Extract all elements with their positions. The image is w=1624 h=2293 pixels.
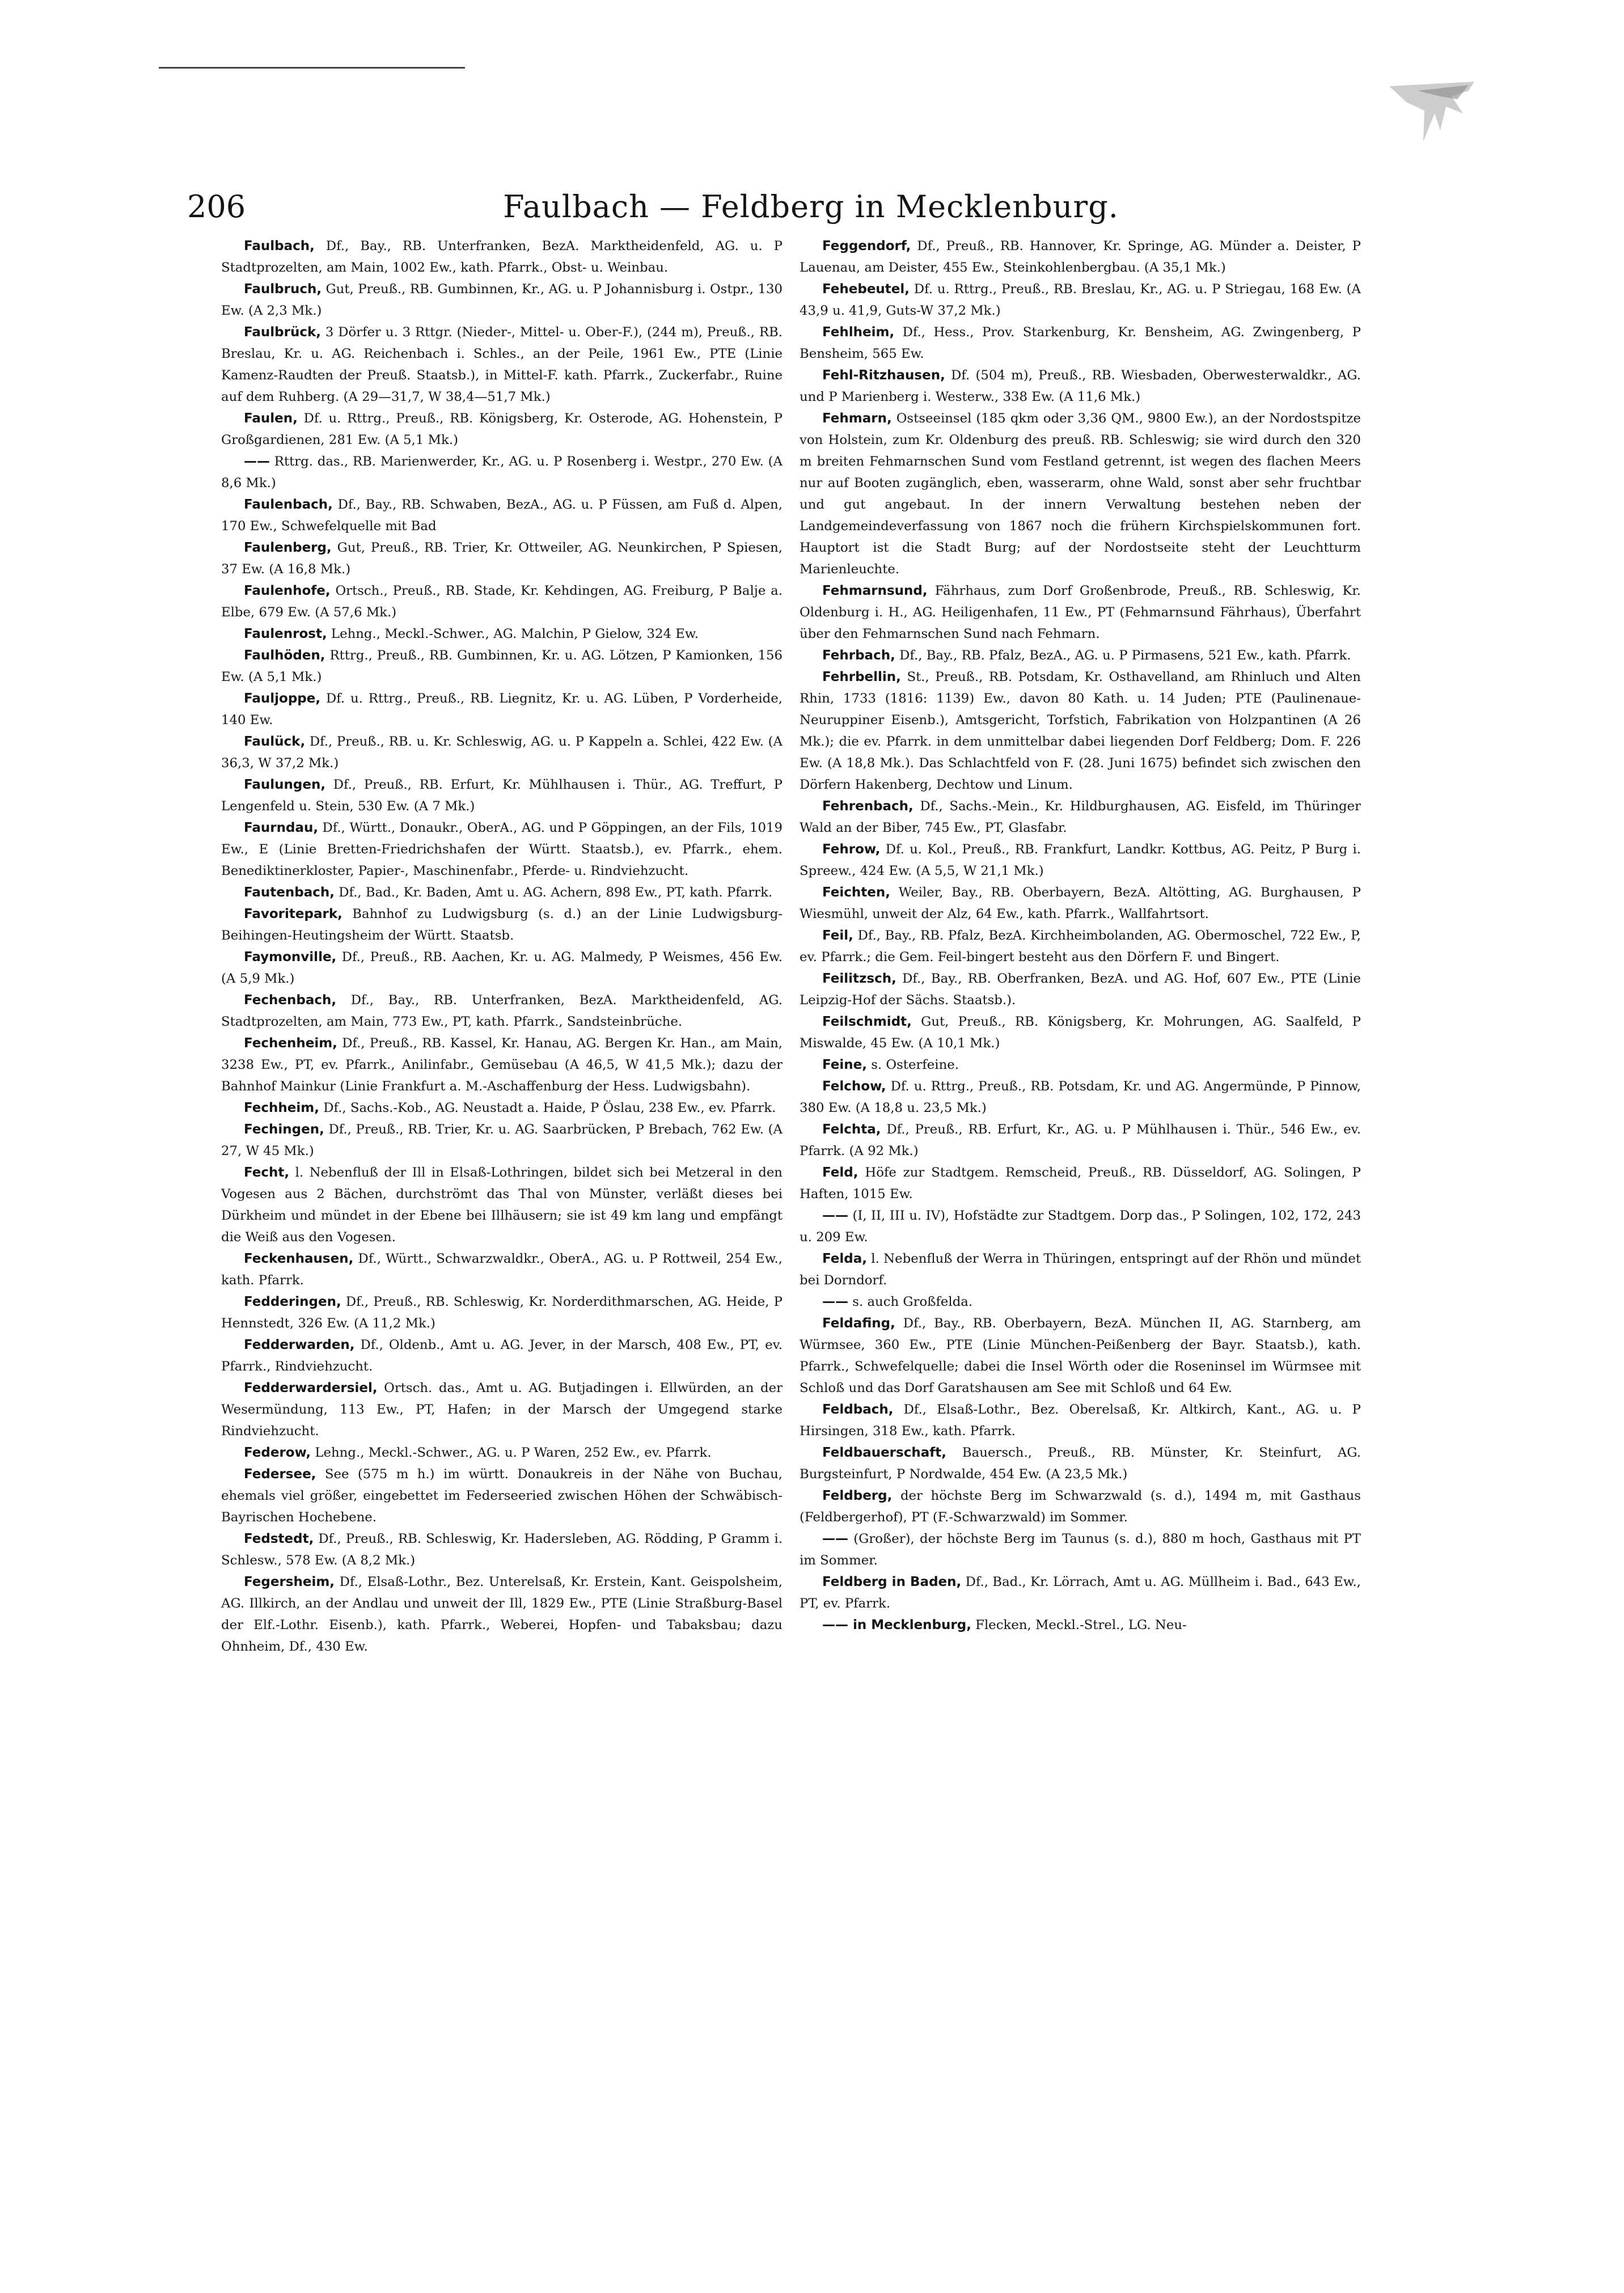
entry-text: Ortsch., Preuß., RB. Stade, Kr. Kehdingen, AG. Freiburg, P Balje a. Elbe, 679 Ew. (A 57,6 Mk.) <box>221 583 783 620</box>
entry-headword: Feilitzsch, <box>822 971 896 986</box>
dictionary-entry <box>800 666 1361 796</box>
entry-headword: —— <box>822 1532 848 1546</box>
entry-headword: Feilschmidt, <box>822 1014 912 1029</box>
entry-headword: Fedderwarden, <box>244 1338 355 1352</box>
entry-text: Df., Preuß., RB. Schleswig, Kr. Hadersleben, AG. Rödding, P Gramm i. Schlesw., 578 Ew. (A 8,2 Mk.) <box>221 1532 783 1568</box>
entry-text: Df., Württ., Schwarzwaldkr., OberA., AG. u. P Rottweil, 254 Ew., kath. Pfarrk. <box>221 1251 783 1288</box>
dictionary-entry <box>800 839 1361 882</box>
entry-headword: Faulbrück, <box>244 325 321 340</box>
left-column <box>221 235 783 2186</box>
entry-headword: Fehebeutel, <box>822 282 910 297</box>
dictionary-entry <box>800 1485 1361 1528</box>
entry-headword: Felchow, <box>822 1079 886 1094</box>
entry-headword: Feil, <box>822 928 853 943</box>
entry-text: Höfe zur Stadtgem. Remscheid, Preuß., RB. Düsseldorf, AG. Solingen, P Haften, 1015 Ew. <box>800 1165 1361 1202</box>
entry-text: Flecken, Meckl.-Strel., LG. Neu- <box>971 1618 1187 1632</box>
entry-text: Df., Elsaß-Lothr., Bez. Unterelsaß, Kr. Erstein, Kant. Geispolsheim, AG. Illkirch, an der Andlau und unweit der Ill, 1829 Ew., PTE (Linie Straßburg-Basel der Elf.-Lothr. Eisenb.), kath. Pfarrk., Weberei, Hopfen- und Tabaksbau; dazu Ohnheim, Df., 430 Ew. <box>221 1575 783 1654</box>
dictionary-entry <box>221 1463 783 1528</box>
dictionary-entry <box>800 1248 1361 1291</box>
entry-text: Df., Preuß., RB. u. Kr. Schleswig, AG. u. P Kappeln a. Schlei, 422 Ew. (A 36,3, W 37,2 Mk.) <box>221 734 783 771</box>
dictionary-entry <box>221 451 783 494</box>
entry-text: Lehng., Meckl.-Schwer., AG. u. P Waren, 252 Ew., ev. Pfarrk. <box>311 1445 712 1460</box>
entry-headword: Fedderingen, <box>244 1294 341 1309</box>
entry-text: Df., Bad., Kr. Baden, Amt u. AG. Achern, 898 Ew., PT, kath. Pfarrk. <box>334 885 773 900</box>
entry-headword: Feldberg in Baden, <box>822 1575 962 1589</box>
right-column <box>800 235 1361 2186</box>
entry-headword: Fehrenbach, <box>822 799 914 814</box>
dictionary-entry <box>221 774 783 817</box>
entry-headword: Fechheim, <box>244 1101 319 1115</box>
entry-text: Weiler, Bay., RB. Oberbayern, BezA. Altötting, AG. Burghausen, P Wiesmühl, unweit der Alz, 64 Ew., kath. Pfarrk., Wallfahrtsort. <box>800 885 1361 921</box>
dictionary-entry <box>800 925 1361 968</box>
entry-headword: Fehmarn, <box>822 411 892 426</box>
entry-text: l. Nebenfluß der Werra in Thüringen, entspringt auf der Rhön und mündet bei Dorndorf. <box>800 1251 1361 1288</box>
entry-headword: Fedderwardersiel, <box>244 1381 378 1395</box>
dictionary-entry <box>221 1033 783 1097</box>
entry-headword: Fehrbellin, <box>822 670 901 684</box>
entry-headword: —— <box>822 1208 848 1223</box>
entry-text: Df., Sachs.-Mein., Kr. Hildburghausen, AG. Eisfeld, im Thüringer Wald an der Biber, 745 Ew., PT, Glasfabr. <box>800 799 1361 835</box>
dictionary-entry <box>800 580 1361 645</box>
dictionary-entry <box>221 1162 783 1248</box>
entry-text: Df. (504 m), Preuß., RB. Wiesbaden, Oberwesterwaldkr., AG. und P Marienberg i. Westerw., 338 Ew. (A 11,6 Mk.) <box>800 368 1361 404</box>
entry-headword: Federow, <box>244 1445 311 1460</box>
entry-headword: Faulhöden, <box>244 648 325 663</box>
running-title: Faulbach — Feldberg in Mecklenburg. <box>503 189 1119 225</box>
dictionary-entry <box>221 903 783 946</box>
entry-headword: Fehrbach, <box>822 648 895 663</box>
entry-headword: Fehrow, <box>822 842 881 857</box>
entry-headword: Fauljoppe, <box>244 691 321 706</box>
entry-text: Gut, Preuß., RB. Königsberg, Kr. Mohrungen, AG. Saalfeld, P Miswalde, 45 Ew. (A 10,1 Mk.) <box>800 1014 1361 1051</box>
entry-text: Df. u. Rttrg., Preuß., RB. Potsdam, Kr. und AG. Angermünde, P Pinnow, 380 Ew. (A 18,8 u. 23,5 Mk.) <box>800 1079 1361 1115</box>
dictionary-entry <box>221 645 783 688</box>
dictionary-entry <box>800 1119 1361 1162</box>
entry-text: Df., Bay., RB. Unterfranken, BezA. Marktheidenfeld, AG. Stadtprozelten, am Main, 773 Ew., PT, kath. Pfarrk., Sandsteinbrüche. <box>221 993 783 1029</box>
dictionary-entry <box>221 1377 783 1442</box>
entry-headword: Favoritepark, <box>244 907 342 921</box>
entry-text: Rttrg., Preuß., RB. Gumbinnen, Kr. u. AG. Lötzen, P Kamionken, 156 Ew. (A 5,1 Mk.) <box>221 648 783 684</box>
entry-text: Gut, Preuß., RB. Gumbinnen, Kr., AG. u. P Johannisburg i. Ostpr., 130 Ew. (A 2,3 Mk.) <box>221 282 783 318</box>
entry-headword: Felchta, <box>822 1122 881 1137</box>
dictionary-entry <box>800 1442 1361 1485</box>
dictionary-entry <box>221 537 783 580</box>
entry-headword: Faulenrost, <box>244 627 327 641</box>
dictionary-entry <box>221 494 783 537</box>
entry-text: Df. u. Rttrg., Preuß., RB. Liegnitz, Kr. u. AG. Lüben, P Vorderheide, 140 Ew. <box>221 691 783 727</box>
dictionary-entry <box>800 321 1361 365</box>
entry-text: 3 Dörfer u. 3 Rttgr. (Nieder-, Mittel- u. Ober-F.), (244 m), Preuß., RB. Breslau, Kr. u. AG. Reichenbach i. Schles., an der Peile, 1961 Ew., PTE (Linie Kamenz-Raudten der Preuß. Staatsb.), in Mittel-F. kath. Pfarrk., Zuckerfabr., Ruine auf dem Ruhberg. (A 29—31,7, W 38,4—51,7 Mk.) <box>221 325 783 404</box>
entry-text: Df., Bay., RB. Pfalz, BezA. Kirchheimbolanden, AG. Obermoschel, 722 Ew., P, ev. Pfarrk.; die Gem. Feil-bingert besteht aus den Dörfern F. und Bingert. <box>800 928 1361 964</box>
entry-text: s. auch Großfelda. <box>848 1294 973 1309</box>
dictionary-entry <box>221 1248 783 1291</box>
entry-text: Df. u. Rttrg., Preuß., RB. Königsberg, Kr. Osterode, AG. Hohenstein, P Großgardienen, 281 Ew. (A 5,1 Mk.) <box>221 411 783 447</box>
dictionary-entry <box>800 882 1361 925</box>
entry-text: Df., Bay., RB. Oberbayern, BezA. München II, AG. Starnberg, am Würmsee, 360 Ew., PTE (Linie München-Peißenberg der Bayr. Staatsb.), kath. Pfarrk., Schwefelquelle; dabei die Insel Wörth oder die Roseninsel im Würmsee mit Schloß und das Dorf Garatshausen am See mit Schloß und 64 Ew. <box>800 1316 1361 1395</box>
entry-text: Df., Elsaß-Lothr., Bez. Oberelsaß, Kr. Altkirch, Kant., AG. u. P Hirsingen, 318 Ew., kath. Pfarrk. <box>800 1402 1361 1439</box>
dictionary-entry <box>221 731 783 774</box>
dictionary-entry <box>221 1442 783 1463</box>
dictionary-entry <box>221 882 783 903</box>
entry-headword: Faulück, <box>244 734 306 749</box>
dictionary-entry <box>800 278 1361 321</box>
entry-headword: Faulbach, <box>244 239 315 253</box>
entry-text: Ostseeinsel (185 qkm oder 3,36 QM., 9800 Ew.), an der Nordostspitze von Holstein, zum Kr. Oldenburg des preuß. RB. Schleswig; sie wird durch den 320 m breiten Fehmarnschen Sund vom Festland getrennt, ist wegen des flachen Meers nur auf Booten zugänglich, eben, wasserarm, ohne Wald, sonst aber sehr fruchtbar und gut angebaut. In der innern Verwaltung bestehen neben der Landgemeindeverfassung von 1867 noch die frühern Kirchspielskommunen fort. Hauptort ist die Stadt Burg; auf der Nordostseite steht der Leuchtturm Marienleuchte. <box>800 411 1361 577</box>
entry-headword: Fechenheim, <box>244 1036 337 1051</box>
dictionary-entry <box>800 1614 1361 1636</box>
dictionary-entry <box>221 1119 783 1162</box>
entry-headword: Feine, <box>822 1057 867 1072</box>
entry-text: l. Nebenfluß der Ill in Elsaß-Lothringen, bildet sich bei Metzeral in den Vogesen aus 2 Bächen, durchströmt das Thal von Münster, verläßt dieses bei Dürkheim und mündet in der Ebene bei Illhäusern; sie ist 49 km lang und empfängt die Weiß aus den Vogesen. <box>221 1165 783 1245</box>
dictionary-entry <box>800 235 1361 278</box>
dictionary-entry <box>221 1334 783 1377</box>
entry-headword: Fehl-Ritzhausen, <box>822 368 945 383</box>
dictionary-entry <box>800 1313 1361 1399</box>
entry-text: Ortsch. das., Amt u. AG. Butjadingen i. Ellwürden, an der Wesermündung, 113 Ew., PT, Hafen; in der Marsch der Umgegend starke Rindviehzucht. <box>221 1381 783 1439</box>
entry-headword: Feldbauerschaft, <box>822 1445 946 1460</box>
dictionary-entry <box>800 1291 1361 1313</box>
entry-text: Bahnhof zu Ludwigsburg (s. d.) an der Linie Ludwigsburg-Beihingen-Heutingsheim der Württ. Staatsb. <box>221 907 783 943</box>
entry-headword: Faulenberg, <box>244 540 332 555</box>
entry-text: der höchste Berg im Schwarzwald (s. d.), 1494 m, mit Gasthaus (Feldbergerhof), PT (F.-Schwarzwald) im Sommer. <box>800 1488 1361 1525</box>
dictionary-entry <box>800 968 1361 1011</box>
dictionary-entry <box>221 408 783 451</box>
dictionary-entry <box>221 235 783 278</box>
entry-headword: —— <box>822 1294 848 1309</box>
entry-headword: Faulungen, <box>244 777 326 792</box>
entry-text: Df., Bay., RB. Unterfranken, BezA. Marktheidenfeld, AG. u. P Stadtprozelten, am Main, 1002 Ew., kath. Pfarrk., Obst- u. Weinbau. <box>221 239 783 275</box>
entry-headword: Fechenbach, <box>244 993 337 1008</box>
entry-headword: Fegersheim, <box>244 1575 335 1589</box>
dictionary-entry <box>800 1399 1361 1442</box>
entry-text: Df., Bay., RB. Schwaben, BezA., AG. u. P Füssen, am Fuß d. Alpen, 170 Ew., Schwefelquelle mit Bad <box>221 497 783 534</box>
entry-text: Bauersch., Preuß., RB. Münster, Kr. Steinfurt, AG. Burgsteinfurt, P Nordwalde, 454 Ew. (A 23,5 Mk.) <box>800 1445 1361 1482</box>
entry-headword: Faulenbach, <box>244 497 333 512</box>
entry-text: Lehng., Meckl.-Schwer., AG. Malchin, P Gielow, 324 Ew. <box>327 627 699 641</box>
entry-headword: Faulen, <box>244 411 298 426</box>
entry-text: Df. u. Rttrg., Preuß., RB. Breslau, Kr., AG. u. P Striegau, 168 Ew. (A 43,9 u. 41,9, Guts-W 37,2 Mk.) <box>800 282 1361 318</box>
dictionary-entry <box>221 278 783 321</box>
page-number: 206 <box>187 189 246 225</box>
entry-headword: Fedstedt, <box>244 1532 314 1546</box>
dictionary-entry <box>221 817 783 882</box>
entry-text: (Großer), der höchste Berg im Taunus (s. d.), 880 m hoch, Gasthaus mit PT im Sommer. <box>800 1532 1361 1568</box>
entry-text: Fährhaus, zum Dorf Großenbrode, Preuß., RB. Schleswig, Kr. Oldenburg i. H., AG. Heiligenhafen, 11 Ew., PT (Fehmarnsund Fährhaus), Überfahrt über den Fehmarnschen Sund nach Fehmarn. <box>800 583 1361 641</box>
entry-text: (I, II, III u. IV), Hofstädte zur Stadtgem. Dorp das., P Solingen, 102, 172, 243 u. 209 Ew. <box>800 1208 1361 1245</box>
dictionary-entry <box>800 365 1361 408</box>
dictionary-entry <box>221 989 783 1033</box>
entry-headword: Fehmarnsund, <box>822 583 928 598</box>
entry-headword: Fechingen, <box>244 1122 324 1137</box>
entry-text: Df., Preuß., RB. Trier, Kr. u. AG. Saarbrücken, P Brebach, 762 Ew. (A 27, W 45 Mk.) <box>221 1122 783 1158</box>
entry-headword: Feld, <box>822 1165 858 1180</box>
dictionary-entry <box>221 1571 783 1657</box>
dictionary-entry <box>800 1162 1361 1205</box>
entry-headword: —— <box>244 454 270 469</box>
page-header <box>187 184 1435 238</box>
entry-text: Df., Preuß., RB. Schleswig, Kr. Norderdithmarschen, AG. Heide, P Hennstedt, 326 Ew. (A 11,2 Mk.) <box>221 1294 783 1331</box>
entry-text: Gut, Preuß., RB. Trier, Kr. Ottweiler, AG. Neunkirchen, P Spiesen, 37 Ew. (A 16,8 Mk.) <box>221 540 783 577</box>
entry-text: See (575 m h.) im württ. Donaukreis in der Nähe von Buchau, ehemals viel größer, eingebettet im Federseeried zwischen Höhen der Schwäbisch-Bayrischen Hochebene. <box>221 1467 783 1525</box>
dictionary-entry <box>800 1205 1361 1248</box>
entry-headword: Federsee, <box>244 1467 316 1482</box>
dictionary-entry <box>800 1076 1361 1119</box>
entry-headword: Feichten, <box>822 885 890 900</box>
entry-text: Df., Preuß., RB. Aachen, Kr. u. AG. Malmedy, P Weismes, 456 Ew. (A 5,9 Mk.) <box>221 950 783 986</box>
entry-headword: Feldberg, <box>822 1488 893 1503</box>
entry-headword: Feldbach, <box>822 1402 894 1417</box>
corner-smudge <box>1384 79 1480 153</box>
entry-text: Df., Hess., Prov. Starkenburg, Kr. Bensheim, AG. Zwingenberg, P Bensheim, 565 Ew. <box>800 325 1361 361</box>
entry-text: Df., Württ., Donaukr., OberA., AG. und P Göppingen, an der Fils, 1019 Ew., E (Linie Bretten-Friedrichshafen der Württ. Staatsb.), ev. Pfarrk., ehem. Benediktinerkloster, Papier-, Maschinenfabr., Pferde- u. Rindviehzucht. <box>221 820 783 878</box>
dictionary-entry <box>221 946 783 989</box>
dictionary-entry <box>800 1054 1361 1076</box>
entry-headword: Feldafing, <box>822 1316 895 1331</box>
dictionary-entry <box>800 408 1361 580</box>
entry-headword: Faulenhofe, <box>244 583 331 598</box>
dictionary-entry <box>221 688 783 731</box>
entry-text: s. Osterfeine. <box>866 1057 959 1072</box>
entry-text: Df., Preuß., RB. Kassel, Kr. Hanau, AG. Bergen Kr. Han., am Main, 3238 Ew., PT, ev. Pfarrk., Anilinfabr., Gemüsebau (A 46,5, W 41,5 Mk.); dazu der Bahnhof Mainkur (Linie Frankfurt a. M.-Aschaffenburg der Hess. Ludwigsbahn). <box>221 1036 783 1094</box>
dictionary-entry <box>221 1291 783 1334</box>
entry-headword: Faymonville, <box>244 950 337 964</box>
entry-headword: Feggendorf, <box>822 239 911 253</box>
top-rule <box>159 67 465 69</box>
entry-headword: Fautenbach, <box>244 885 335 900</box>
entry-headword: Faulbruch, <box>244 282 322 297</box>
entry-headword: Feckenhausen, <box>244 1251 354 1266</box>
entry-text: Df., Bay., RB. Pfalz, BezA., AG. u. P Pirmasens, 521 Ew., kath. Pfarrk. <box>895 648 1351 663</box>
entry-text: Rttrg. das., RB. Marienwerder, Kr., AG. u. P Rosenberg i. Westpr., 270 Ew. (A 8,6 Mk.) <box>221 454 783 490</box>
dictionary-entry <box>800 1528 1361 1571</box>
entry-headword: Fehlheim, <box>822 325 895 340</box>
entry-headword: Felda, <box>822 1251 867 1266</box>
entry-headword: —— in Mecklenburg, <box>822 1618 971 1632</box>
entry-text: Df., Preuß., RB. Erfurt, Kr. Mühlhausen i. Thür., AG. Treffurt, P Lengenfeld u. Stein, 530 Ew. (A 7 Mk.) <box>221 777 783 814</box>
entry-text: Df., Bay., RB. Oberfranken, BezA. und AG. Hof, 607 Ew., PTE (Linie Leipzig-Hof der Sächs. Staatsb.). <box>800 971 1361 1008</box>
entry-text: Df., Preuß., RB. Hannover, Kr. Springe, AG. Münder a. Deister, P Lauenau, am Deister, 455 Ew., Steinkohlenbergbau. (A 35,1 Mk.) <box>800 239 1361 275</box>
dictionary-entry <box>221 580 783 623</box>
dictionary-entry <box>221 1097 783 1119</box>
dictionary-entry <box>800 645 1361 666</box>
entry-text: Df., Oldenb., Amt u. AG. Jever, in der Marsch, 408 Ew., PT, ev. Pfarrk., Rindviehzucht. <box>221 1338 783 1374</box>
entry-headword: Faurndau, <box>244 820 319 835</box>
dictionary-entry <box>221 623 783 645</box>
dictionary-entry <box>800 1011 1361 1054</box>
entry-text: Df. u. Kol., Preuß., RB. Frankfurt, Landkr. Kottbus, AG. Peitz, P Burg i. Spreew., 424 Ew. (A 5,5, W 21,1 Mk.) <box>800 842 1361 878</box>
dictionary-entry <box>221 1528 783 1571</box>
entry-headword: Fecht, <box>244 1165 290 1180</box>
entry-text: Df., Sachs.-Kob., AG. Neustadt a. Haide, P Öslau, 238 Ew., ev. Pfarrk. <box>319 1101 776 1115</box>
dictionary-entry <box>221 321 783 408</box>
dictionary-entry <box>800 796 1361 839</box>
dictionary-entry <box>800 1571 1361 1614</box>
entry-text: Df., Bad., Kr. Lörrach, Amt u. AG. Müllheim i. Bad., 643 Ew., PT, ev. Pfarrk. <box>800 1575 1361 1611</box>
entry-text: Df., Preuß., RB. Erfurt, Kr., AG. u. P Mühlhausen i. Thür., 546 Ew., ev. Pfarrk. (A 92 Mk.) <box>800 1122 1361 1158</box>
entry-text: St., Preuß., RB. Potsdam, Kr. Osthavelland, am Rhinluch und Alten Rhin, 1733 (1816: 1139) Ew., davon 80 Kath. u. 14 Juden; PTE (Paulinenaue-Neuruppiner Eisenb.), Amtsgericht, Torfstich, Fabrikation von Holzpantinen (A 26 Mk.); die ev. Pfarrk. in dem unmittelbar dabei liegenden Dorf Feldberg; Dom. F. 226 Ew. (A 18,8 Mk.). Das Schlachtfeld von F. (28. Juni 1675) befindet sich zwischen den Dörfern Hakenberg, Dechtow und Linum. <box>800 670 1361 792</box>
